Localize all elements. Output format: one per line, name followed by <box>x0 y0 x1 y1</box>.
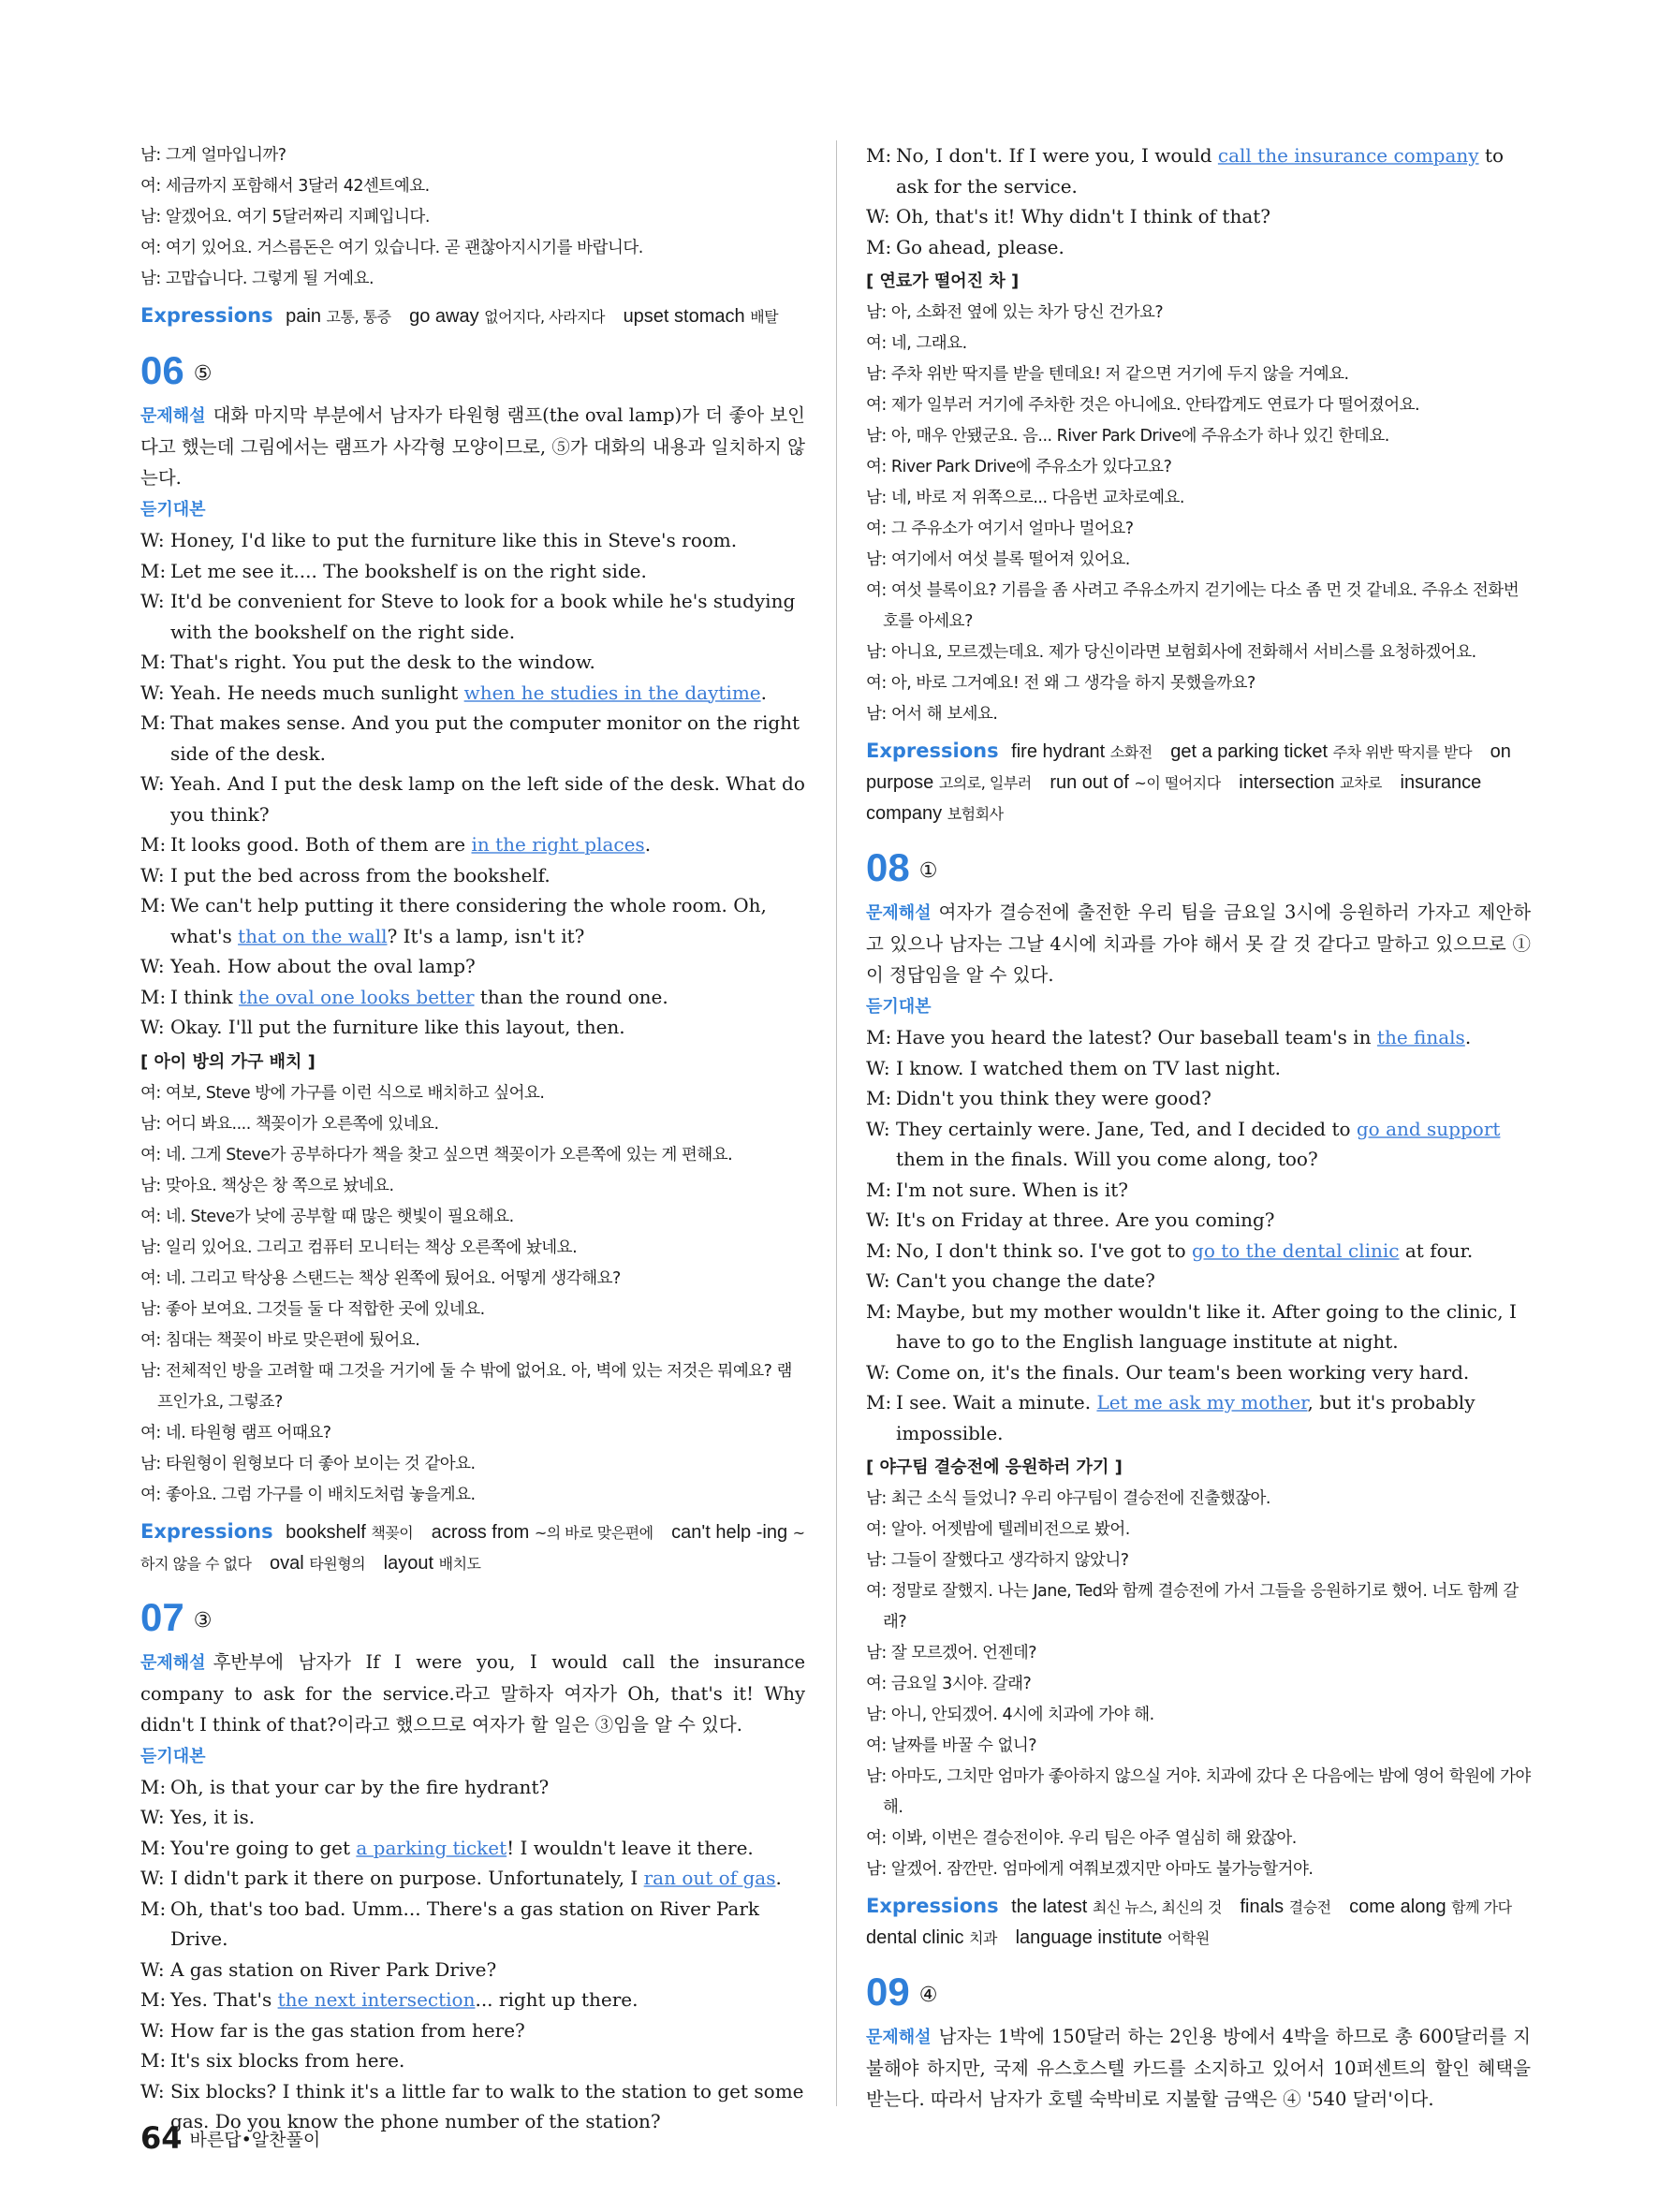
ko-line: 남: 네, 바로 저 위쪽으로... 다음번 교차로예요. <box>866 489 1184 507</box>
translation-06 <box>140 1078 805 1511</box>
expression-item: oval 타원형의 <box>270 1552 366 1574</box>
expression-item: come along 함께 가다 <box>1349 1897 1512 1917</box>
script-line: M: We can't help putting it there considering the whole room. Oh, what's that on the wall? It's a lamp, isn't it? <box>140 894 767 947</box>
ko-line: 남: 일리 있어요. 그리고 컴퓨터 모니터는 책상 오른쪽에 놨네요. <box>140 1238 578 1257</box>
expression-item: intersection 교차로 <box>1239 772 1382 793</box>
script-line: W: How far is the gas station from here? <box>140 2018 525 2042</box>
ko-line: 여: 알아. 어젯밤에 텔레비전으로 봤어. <box>866 1520 1130 1539</box>
question-heading-09 <box>866 1970 1531 2017</box>
solution-07 <box>140 1647 805 1740</box>
ko-line: 남: 어서 해 보세요. <box>866 705 998 724</box>
script-line: W: Honey, I'd like to put the furniture like this in Steve's room. <box>140 529 738 551</box>
question-answer: ① <box>918 859 938 883</box>
translation-07 <box>866 298 1531 730</box>
ko-line: 남: 알겠어요. 여기 5달러짜리 지폐입니다. <box>140 208 430 227</box>
column-divider <box>836 140 837 2106</box>
page-footer <box>140 2120 320 2156</box>
expression-item: across from ~의 바로 맞은편에 <box>431 1521 653 1543</box>
script-line: W: I didn't park it there on purpose. Unfortunately, I ran out of gas. <box>140 1867 782 1889</box>
translation-title: [ 연료가 떨어진 차 ] <box>866 271 1020 291</box>
ko-line: 남: 잘 모르겠어. 언젠데? <box>866 1644 1037 1663</box>
script-label: 듣기대본 <box>140 500 206 520</box>
solution-09 <box>866 2021 1531 2115</box>
ko-line: 남: 알겠어. 잠깐만. 엄마에게 여쭤보겠지만 아마도 불가능할거야. <box>866 1860 1314 1879</box>
script-line: M: Didn't you think they were good? <box>866 1087 1211 1109</box>
expressions-label: Expressions <box>140 304 273 327</box>
expression-item: finals 결승전 <box>1240 1897 1331 1917</box>
script-line: W: A gas station on River Park Drive? <box>140 1957 497 1981</box>
ko-line: 남: 타원형이 원형보다 더 좋아 보이는 것 같아요. <box>140 1454 476 1473</box>
ko-line: 남: 아, 소화전 옆에 있는 차가 당신 건가요? <box>866 303 1164 322</box>
script-line: M: I think the oval one looks better than the round one. <box>140 985 668 1008</box>
ko-line: 여: 제가 일부러 거기에 주차한 것은 아니에요. 안타깝게도 연료가 다 떨어졌어요. <box>866 396 1420 415</box>
script-line: W: Yeah. He needs much sunlight when he studies in the daytime. <box>140 681 767 704</box>
question-number: 08 <box>866 845 910 889</box>
solution-text: 대화 마지막 부분에서 남자가 타원형 램프(the oval lamp)가 더 좋아 보인다고 했는데 그림에서는 램프가 사각형 모양이므로, ⑤가 대화의 내용과 일치하지 않는다. <box>140 404 805 489</box>
script-line: M: No, I don't. If I were you, I would call the insurance company to ask for the service. <box>866 144 1505 198</box>
script-line: W: It's on Friday at three. Are you coming? <box>866 1209 1275 1231</box>
script-line: M: Yes. That's the next intersection... right up there. <box>140 1988 639 2011</box>
expressions-06 <box>140 1516 805 1579</box>
script-line: M: I see. Wait a minute. Let me ask my mother, but it's probably impossible. <box>866 1391 1475 1444</box>
question-heading-07 <box>140 1596 805 1643</box>
ko-line: 남: 좋아 보여요. 그것들 둘 다 적합한 곳에 있네요. <box>140 1299 485 1319</box>
ko-line: 여: 네, 그래요. <box>866 334 967 353</box>
script-line: W: I know. I watched them on TV last night. <box>866 1056 1282 1079</box>
ko-line: 남: 전체적인 방을 고려할 때 그것을 거기에 둘 수 밖에 없어요. 아, 벽에 있는 저것은 뭐예요? 램프인가요, 그렇죠? <box>140 1361 792 1412</box>
solution-text: 남자는 1박에 150달러 하는 2인용 방에서 4박을 하므로 총 600달러를 지불해야 하지만, 국제 유스호스텔 카드를 소지하고 있어서 10퍼센트의 할인 혜택을 받는다. 따라서 남자가 호텔 숙박비로 지불할 금액은 ④ '540 달러'이다. <box>866 2026 1531 2110</box>
page-number: 64 <box>140 2120 183 2156</box>
question-number: 06 <box>140 348 184 392</box>
ko-line: 여: 여섯 블록이요? 기름을 좀 사려고 주유소까지 걷기에는 다소 좀 먼 것 같네요. 주유소 전화번호를 아세요? <box>866 581 1520 631</box>
script-line: M: Oh, is that your car by the fire hydrant? <box>140 1775 550 1798</box>
expression-item: layout 배치도 <box>383 1552 481 1574</box>
solution-label: 문제해설 <box>140 1652 206 1673</box>
ko-line: 여: 네. Steve가 낮에 공부할 때 많은 햇빛이 필요해요. <box>140 1207 514 1226</box>
ko-line: 여: 침대는 책꽂이 바로 맞은편에 뒀어요. <box>140 1330 420 1350</box>
solution-text: 후반부에 남자가 If I were you, I would call the insurance company to ask for the service.라고 말하자 여자가 Oh, that's it! Why didn't I think of that?이라고 했으므로 여자가 할 일은 ③임을 알 수 있다. <box>140 1650 805 1736</box>
expression-item: on purpose 고의로, 일부러 <box>866 741 1511 793</box>
script-line: W: Yeah. And I put the desk lamp on the left side of the desk. What do you think? <box>140 772 805 826</box>
right-column <box>866 140 1531 2115</box>
ko-line: 여: 여기 있어요. 거스름돈은 여기 있습니다. 곧 괜찮아지시기를 바랍니다. <box>140 239 643 257</box>
ko-line: 여: 정말로 잘했지. 나는 Jane, Ted와 함께 결승전에 가서 그들을 응원하기로 했어. 너도 함께 갈래? <box>866 1582 1519 1632</box>
expression-item: bookshelf 책꽂이 <box>286 1521 414 1543</box>
expressions-prev <box>140 300 805 332</box>
solution-label: 문제해설 <box>866 2028 932 2047</box>
script-line: W: I put the bed across from the bookshelf. <box>140 863 551 886</box>
script-label: 듣기대본 <box>140 1746 206 1766</box>
script-line: M: Go ahead, please. <box>866 235 1064 258</box>
ko-line: 남: 주차 위반 딱지를 받을 텐데요! 저 같으면 거기에 두지 않을 거예요. <box>866 365 1349 384</box>
expression-item: fire hydrant 소화전 <box>1011 741 1152 762</box>
ko-line: 여: 아, 바로 그거예요! 전 왜 그 생각을 하지 못했을까요? <box>866 674 1255 693</box>
ko-line: 여: 그 주유소가 여기서 얼마나 멀어요? <box>866 520 1134 538</box>
translation-title: [ 야구팀 결승전에 응원하러 가기 ] <box>866 1458 1123 1477</box>
script-line: M: Have you heard the latest? Our baseball team's in the finals. <box>866 1026 1472 1048</box>
ko-line: 여: 네. 타원형 램프 어때요? <box>140 1423 331 1443</box>
expressions-label: Expressions <box>140 1519 273 1543</box>
script-line: M: Maybe, but my mother wouldn't like it. After going to the clinic, I have to go to the English language institute at night. <box>866 1299 1517 1353</box>
expressions-07 <box>866 736 1531 829</box>
script-label: 듣기대본 <box>866 997 932 1017</box>
question-answer: ③ <box>193 1608 213 1633</box>
script-line: W: Six blocks? I think it's a little far to walk to the station to get some gas. Do you know the phone number of the station? <box>140 2079 804 2132</box>
question-answer: ④ <box>918 1984 938 2007</box>
ko-line: 여: River Park Drive에 주유소가 있다고요? <box>866 458 1172 476</box>
ko-line: 여: 여보, Steve 방에 가구를 이런 식으로 배치하고 싶어요. <box>140 1083 545 1103</box>
expression-item: dental clinic 치과 <box>866 1927 997 1948</box>
translation-08 <box>866 1484 1531 1885</box>
ko-line: 여: 이봐, 이번은 결승전이야. 우리 팀은 아주 열심히 해 왔잖아. <box>866 1829 1297 1848</box>
expression-item: can't help -ing ~하지 않을 수 없다 <box>140 1521 805 1573</box>
script-line: W: Come on, it's the finals. Our team's been working very hard. <box>866 1360 1470 1384</box>
solution-06 <box>140 400 805 493</box>
solution-text: 여자가 결승전에 출전한 우리 팀을 금요일 3시에 응원하러 가자고 제안하고 있으나 남자는 그날 4시에 치과를 가야 해서 못 갈 것 같다고 말하고 있으므로 ①이 정답임을 알 수 있다. <box>866 901 1531 986</box>
ko-line: 남: 그들이 잘했다고 생각하지 않았니? <box>866 1551 1129 1570</box>
ko-line: 여: 금요일 3시야. 갈래? <box>866 1675 1032 1693</box>
expression-item: run out of ~이 떨어지다 <box>1050 772 1221 793</box>
book-title: 바른답•알찬풀이 <box>189 2129 321 2150</box>
script-line: M: It's six blocks from here. <box>140 2049 405 2072</box>
left-column <box>140 140 805 2137</box>
ko-line: 남: 최근 소식 들었니? 우리 야구팀이 결승전에 진출했잖아. <box>866 1489 1270 1508</box>
ko-line: 여: 네. 그게 Steve가 공부하다가 책을 찾고 싶으면 책꽂이가 오른쪽에 있는 게 편해요. <box>140 1145 733 1165</box>
question-number: 07 <box>140 1594 184 1639</box>
ko-line: 남: 맞아요. 책상은 창 쪽으로 놨네요. <box>140 1176 394 1195</box>
translation-title: [ 아이 방의 가구 배치 ] <box>140 1051 316 1072</box>
solution-label: 문제해설 <box>866 903 932 923</box>
script-line: W: Okay. I'll put the furniture like this layout, then. <box>140 1016 625 1038</box>
question-number: 09 <box>866 1970 910 2014</box>
ko-line: 여: 세금까지 포함해서 3달러 42센트예요. <box>140 177 430 196</box>
script-line: W: Yes, it is. <box>140 1806 256 1828</box>
script-line: M: Oh, that's too bad. Umm... There's a gas station on River Park Drive. <box>140 1897 760 1950</box>
question-heading-08 <box>866 846 1531 893</box>
ko-line: 남: 아니요, 모르겠는데요. 제가 당신이라면 보험회사에 전화해서 서비스를 요청하겠어요. <box>866 643 1476 662</box>
script-08 <box>866 1022 1531 1448</box>
ko-line: 남: 어디 봐요.... 책꽂이가 오른쪽에 있네요. <box>140 1114 439 1134</box>
script-line: W: Can't you change the date? <box>866 1269 1155 1292</box>
expression-item: get a parking ticket 주차 위반 딱지를 받다 <box>1170 741 1473 762</box>
script-line: M: That's right. You put the desk to the window. <box>140 651 595 673</box>
ko-line: 남: 여기에서 여섯 블록 떨어져 있어요. <box>866 550 1130 569</box>
expression-item: go away 없어지다, 사라지다 <box>409 306 605 327</box>
script-line: M: No, I don't think so. I've got to go to the dental clinic at four. <box>866 1238 1474 1262</box>
ko-line: 남: 고맙습니다. 그렇게 될 거예요. <box>140 270 374 288</box>
ko-line: 남: 아마도, 그치만 엄마가 좋아하지 않으실 거야. 치과에 갔다 온 다음에는 밤에 영어 학원에 가야 해. <box>866 1767 1531 1817</box>
prev-dialogue-ko <box>140 140 805 295</box>
solution-08 <box>866 897 1531 990</box>
script-06 <box>140 525 805 1043</box>
script-line: M: It looks good. Both of them are in the right places. <box>140 833 652 856</box>
expression-item: pain 고통, 통증 <box>286 306 391 327</box>
script-line: M: Let me see it.... The bookshelf is on the right side. <box>140 559 647 582</box>
expression-item: upset stomach 배탈 <box>623 306 779 327</box>
expression-item: language institute 어학원 <box>1015 1927 1210 1948</box>
script-line: W: They certainly were. Jane, Ted, and I decided to go and support them in the finals. Will you come along, too? <box>866 1117 1501 1170</box>
ko-line: 여: 좋아요. 그럼 가구를 이 배치도처럼 놓을게요. <box>140 1485 476 1504</box>
script-line: M: You're going to get a parking ticket! I wouldn't leave it there. <box>140 1836 754 1859</box>
ko-line: 남: 아, 매우 안됐군요. 음... River Park Drive에 주유소가 하나 있긴 한데요. <box>866 427 1389 446</box>
script-line: W: Yeah. How about the oval lamp? <box>140 955 476 977</box>
expressions-08 <box>866 1891 1531 1954</box>
expression-item: the latest 최신 뉴스, 최신의 것 <box>1011 1897 1222 1917</box>
script-line: W: Oh, that's it! Why didn't I think of that? <box>866 205 1271 227</box>
ko-line: 남: 그게 얼마입니까? <box>140 146 286 165</box>
ko-line: 남: 아니, 안되겠어. 4시에 치과에 가야 해. <box>866 1706 1154 1724</box>
ko-line: 여: 날짜를 바꿀 수 없니? <box>866 1736 1037 1755</box>
expressions-label: Expressions <box>866 740 999 762</box>
expression-item: insurance company 보험회사 <box>866 772 1482 824</box>
script-line: M: I'm not sure. When is it? <box>866 1178 1128 1201</box>
script-07-continued <box>866 140 1531 262</box>
question-heading-06 <box>140 349 805 396</box>
script-line: W: It'd be convenient for Steve to look for a book while he's studying with the bookshelf on the right side. <box>140 590 796 643</box>
question-answer: ⑤ <box>193 362 213 386</box>
script-line: M: That makes sense. And you put the computer monitor on the right side of the desk. <box>140 711 800 765</box>
script-07 <box>140 1772 805 2137</box>
expressions-label: Expressions <box>866 1895 999 1917</box>
solution-label: 문제해설 <box>140 406 206 426</box>
ko-line: 여: 네. 그리고 탁상용 스탠드는 책상 왼쪽에 뒀어요. 어떻게 생각해요? <box>140 1268 621 1288</box>
